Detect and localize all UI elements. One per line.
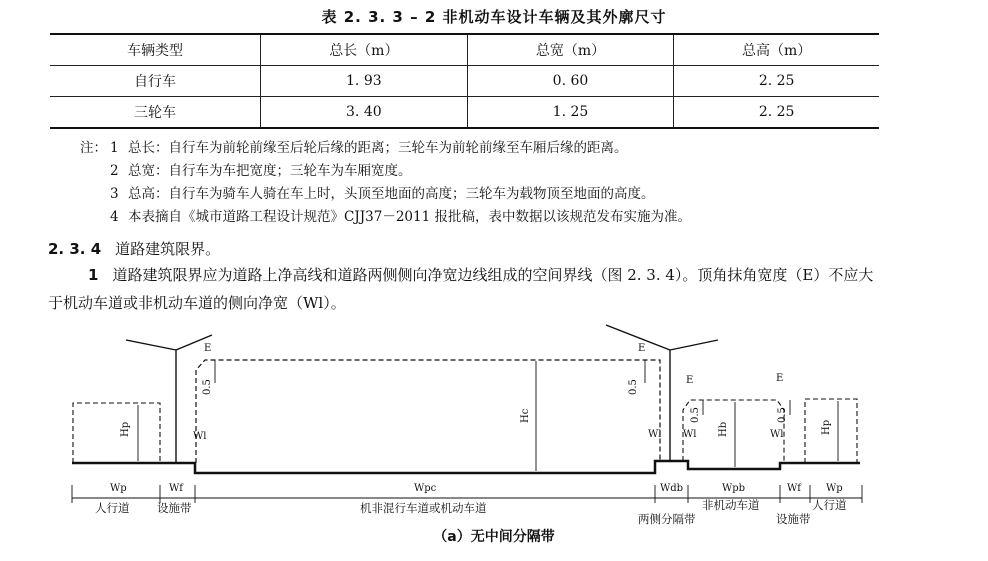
zone-label-facility-right: 设施带 — [776, 512, 811, 525]
figure-caption: （a）无中间分隔带 — [433, 529, 555, 545]
table-row — [50, 66, 879, 97]
dim-label-Wf-left: Wf — [169, 483, 183, 494]
note-text: 本表摘自《城市道路工程设计规范》CJJ37－2011 报批稿，表中数据以该规范发布实施为准。 — [128, 209, 691, 225]
note-text: 总长：自行车为前轮前缘至后轮后缘的距离；三轮车为前轮前缘至车厢后缘的距离。 — [128, 140, 628, 156]
table-row — [50, 97, 879, 129]
note-item — [80, 137, 691, 160]
header-cell: 总长（m） — [261, 34, 468, 66]
note-item — [80, 183, 691, 206]
table-cell: 3. 40 — [261, 97, 468, 129]
dim-label-half-right: 0.5 — [628, 379, 639, 395]
dim-label-half-left: 0.5 — [202, 379, 213, 395]
dim-label-W1-left: Wl — [193, 431, 207, 442]
dim-label-E-nonmotor-left: E — [686, 375, 694, 386]
note-text: 总宽：自行车为车把宽度；三轮车为车厢宽度。 — [128, 163, 412, 179]
dim-label-half-nonmotor-right: 0.5 — [777, 407, 788, 423]
table-cell: 0. 60 — [467, 66, 674, 97]
table-cell: 自行车 — [50, 66, 261, 97]
header-cell: 车辆类型 — [50, 34, 261, 66]
note-item — [80, 206, 691, 229]
note-number: 1 — [110, 140, 119, 156]
lamp-pole-left — [126, 335, 212, 463]
clearance-sidewalk-left — [73, 403, 160, 463]
zone-label-divider: 两侧分隔带 — [638, 512, 696, 525]
clearance-mixed-lane — [196, 360, 660, 463]
clearance-diagram — [0, 315, 988, 525]
dim-label-half-nonmotor-left: 0.5 — [690, 407, 701, 423]
table-cell: 1. 93 — [261, 66, 468, 97]
vehicle-dimension-table — [50, 33, 879, 129]
dim-label-Wp-right: Wp — [826, 483, 843, 494]
dim-label-E-right: E — [638, 343, 646, 354]
table-header-row — [50, 34, 879, 66]
table-notes — [80, 137, 691, 229]
dim-label-W1-nonmotor-left: Wl — [683, 429, 697, 440]
zone-label-sidewalk-right: 人行道 — [812, 498, 847, 512]
dim-label-W1-nonmotor-right: Wl — [770, 429, 784, 440]
ground-profile — [72, 461, 860, 473]
dim-label-Wp-left: Wp — [110, 483, 127, 494]
notes-label: 注： — [80, 140, 107, 156]
table-cell: 1. 25 — [467, 97, 674, 129]
note-text: 总高：自行车为骑车人骑在车上时，头顶至地面的高度；三轮车为载物顶至地面的高度。 — [128, 186, 655, 202]
note-number: 2 — [110, 163, 119, 179]
dim-label-Hp-right: Hp — [821, 419, 832, 435]
note-number: 3 — [110, 186, 119, 202]
paragraph-number: 1 — [88, 266, 99, 284]
dim-label-Wdb: Wdb — [660, 483, 684, 494]
table-cell: 三轮车 — [50, 97, 261, 129]
dim-label-Hb: Hb — [718, 421, 729, 437]
note-item — [80, 160, 691, 183]
dim-label-Wpb: Wpb — [722, 483, 746, 494]
dim-label-E-left: E — [204, 343, 212, 354]
dim-label-Hc: Hc — [520, 408, 531, 423]
dim-label-Wpc: Wpc — [414, 483, 437, 494]
height-dims — [138, 360, 838, 471]
dim-label-Hp-left: Hp — [120, 421, 131, 437]
zone-label-mixed-lane: 机非混行车道或机动车道 — [360, 501, 487, 515]
section-number: 2. 3. 4 — [48, 240, 102, 258]
section-heading — [48, 238, 220, 259]
zone-label-facility-left: 设施带 — [157, 501, 192, 515]
lamp-pole-right — [606, 325, 718, 461]
paragraph-text: 道路建筑限界应为道路上净高线和道路两侧侧向净宽边线组成的空间界线（图 2. 3. 4）。顶角抹角宽度（E）不应大于机动车道或非机动车道的侧向净宽（Wl）。 — [48, 266, 874, 312]
dim-label-W1-right: Wl — [648, 429, 662, 440]
section-title: 道路建筑限界。 — [115, 240, 221, 258]
table-title: 表 2. 3. 3 – 2 非机动车设计车辆及其外廓尺寸 — [321, 8, 667, 26]
header-cell: 总宽（m） — [467, 34, 674, 66]
header-cell: 总高（m） — [674, 34, 879, 66]
body-paragraph — [48, 261, 888, 317]
dim-label-E-nonmotor-right: E — [776, 373, 784, 384]
zone-label-nonmotor: 非机动车道 — [702, 498, 760, 512]
table-cell: 2. 25 — [674, 97, 879, 129]
table-cell: 2. 25 — [674, 66, 879, 97]
zone-label-sidewalk-left: 人行道 — [95, 501, 130, 515]
note-number: 4 — [110, 209, 119, 225]
dim-label-Wf-right: Wf — [787, 483, 801, 494]
